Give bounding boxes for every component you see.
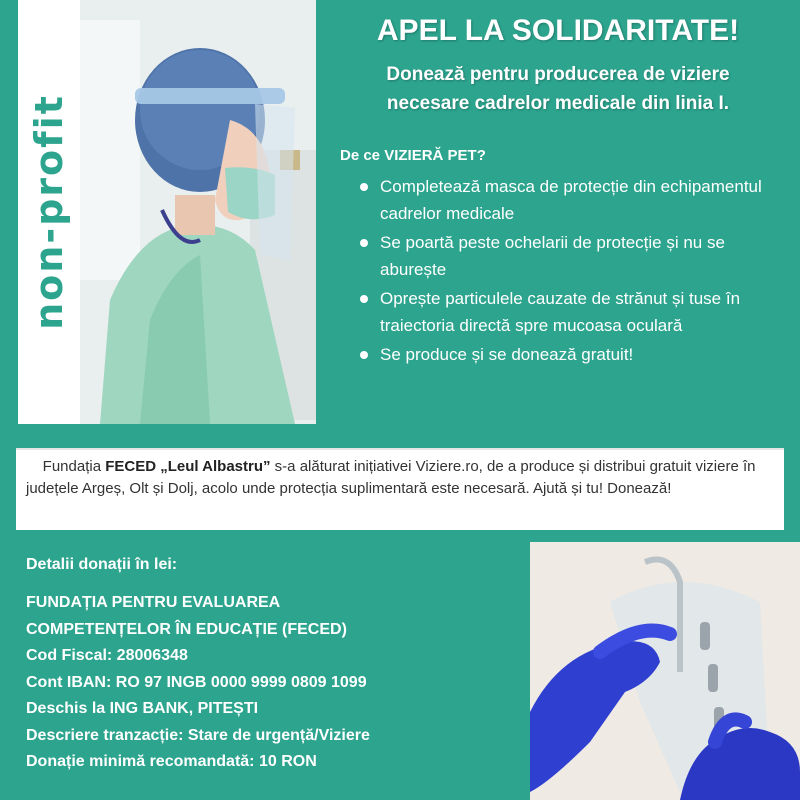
transaction-description: Descriere tranzacție: Stare de urgență/Viziere [26, 726, 370, 744]
gloves-visor-photo [530, 542, 800, 800]
benefit-item: Se poartă peste ochelarii de protecție și nu se aburește [356, 229, 786, 283]
nurse-photo [80, 0, 316, 424]
details-title: Detalii donații în lei: [26, 556, 178, 573]
donation-details [26, 590, 370, 776]
benefit-item: Oprește particulele cauzate de strănut și tuse în traiectoria directă spre mucoasa oculară [356, 285, 786, 339]
benefit-item: Completează masca de protecție din echipamentul cadrelor medicale [356, 173, 786, 227]
why-title: De ce VIZIERĂ PET? [340, 147, 486, 164]
subhead-line-1: Donează pentru producerea de viziere [386, 64, 730, 85]
benefits-list [356, 173, 786, 370]
non-profit-label: non-profit [27, 94, 71, 330]
info-org: FECED „Leul Albastru” [105, 458, 271, 475]
cod-fiscal: Cod Fiscal: 28006348 [26, 647, 188, 664]
gloves-illustration [530, 542, 800, 800]
headline: APEL LA SOLIDARITATE! [376, 14, 740, 47]
subheadline [316, 60, 800, 118]
org-name-line-2: COMPETENȚELOR ÎN EDUCAȚIE (FECED) [26, 620, 347, 638]
bank: Deschis la ING BANK, PITEȘTI [26, 700, 259, 717]
info-prefix: Fundația [42, 458, 106, 475]
nurse-illustration [80, 0, 316, 424]
subhead-line-2: necesare cadrelor medicale din linia I. [386, 93, 730, 114]
benefit-item: Se produce și se donează gratuit! [356, 341, 786, 368]
info-text: s-a alăturat inițiativei Viziere.ro, de a produce și distribui gratuit viziere în județele Argeș, Olt și Dolj, acolo unde protecția suplimentară este necesară. Ajută și tu! Donează! [26, 458, 756, 497]
org-name-line-1: FUNDAȚIA PENTRU EVALUAREA [26, 594, 281, 611]
minimum-donation: Donație minimă recomandată: 10 RON [26, 753, 317, 770]
info-strip [16, 448, 784, 530]
iban: Cont IBAN: RO 97 INGB 0000 9999 0809 1099 [26, 673, 367, 691]
